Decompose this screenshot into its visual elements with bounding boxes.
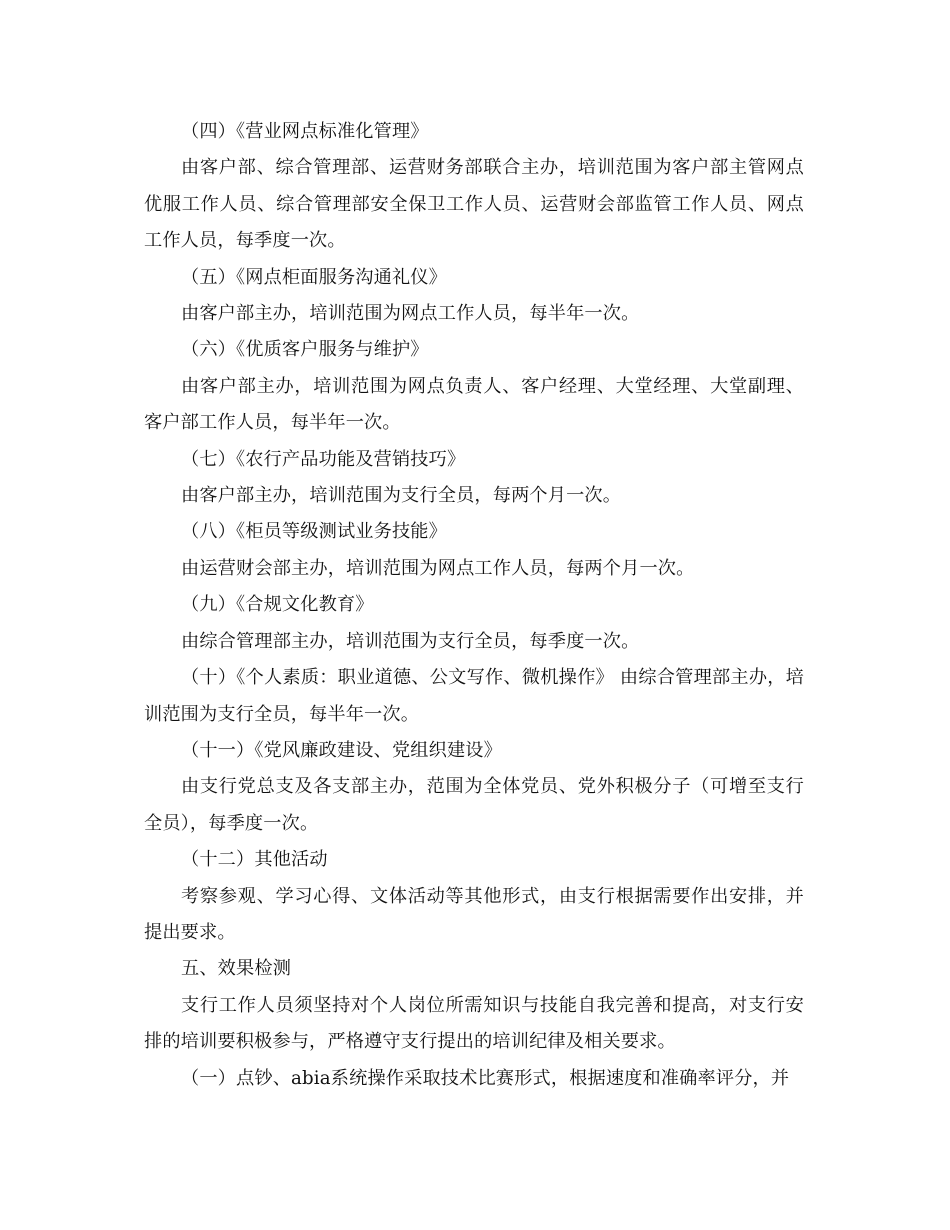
section-10: （十）《个人素质：职业道德、公文写作、微机操作》 由综合管理部主办，培训范围为支行全员，每半年一次。 bbox=[144, 667, 804, 725]
section-body-11: 由支行党总支及各支部主办，范围为全体党员、党外积极分子（可增至支行全员），每季度一次。 bbox=[144, 776, 804, 834]
section-heading-5: （五）《网点柜面服务沟通礼仪》 bbox=[181, 266, 447, 288]
section-body-7: 由客户部主办，培训范围为支行全员，每两个月一次。 bbox=[181, 485, 622, 507]
section-body-9: 由综合管理部主办，培训范围为支行全员，每季度一次。 bbox=[181, 630, 640, 652]
section-heading-6: （六）《优质客户服务与维护》 bbox=[181, 339, 429, 361]
section-heading-4: （四）《营业网点标准化管理》 bbox=[181, 121, 429, 142]
section-body-5: 由客户部主办，培训范围为网点工作人员，每半年一次。 bbox=[181, 303, 640, 325]
subsection-1: （一）点钞、abia系统操作采取技术比赛形式，根据速度和准确率评分，并 bbox=[181, 1067, 790, 1089]
section-body-6: 由客户部主办，培训范围为网点负责人、客户经理、大堂经理、大堂副理、客户部工作人员，每半年一次。 bbox=[144, 375, 804, 434]
section-body-4: 由客户部、综合管理部、运营财务部联合主办，培训范围为客户部主管网点优服工作人员、综合管理部安全保卫工作人员、运营财会部监管工作人员、网点工作人员，每季度一次。 bbox=[144, 157, 804, 252]
section-heading-8: （八）《柜员等级测试业务技能》 bbox=[181, 521, 447, 543]
chapter-heading-5: 五、效果检测 bbox=[181, 958, 292, 980]
section-heading-12: （十二）其他活动 bbox=[181, 849, 328, 871]
chapter-body-5: 支行工作人员须坚持对个人岗位所需知识与技能自我完善和提高，对支行安排的培训要积极参与，严格遵守支行提出的培训纪律及相关要求。 bbox=[144, 994, 804, 1053]
document-body bbox=[144, 114, 804, 1097]
section-body-12: 考察参观、学习心得、文体活动等其他形式，由支行根据需要作出安排，并提出要求。 bbox=[144, 885, 804, 943]
section-body-8: 由运营财会部主办，培训范围为网点工作人员，每两个月一次。 bbox=[181, 557, 695, 579]
section-heading-9: （九）《合规文化教育》 bbox=[181, 594, 374, 616]
section-heading-7: （七）《农行产品功能及营销技巧》 bbox=[181, 448, 466, 470]
section-heading-11: （十一）《党风廉政建设、党组织建设》 bbox=[181, 739, 502, 761]
